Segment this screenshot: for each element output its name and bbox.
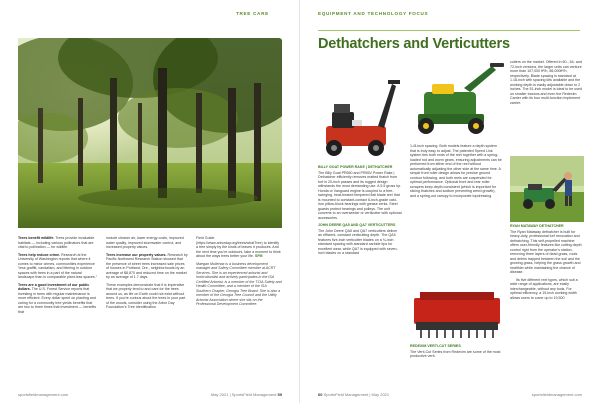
billy-goat-heading: BILLY GOAT POWER RAKE | DETHATCHER xyxy=(318,165,393,169)
field-guide-text: Field Guide (https://www.arborday.org/trees/whatTree) to identify a tree simply by the kinds of leaves it produces. And the next time you’re outdoors, take a moment to think about the ways trees better your life. xyxy=(196,236,281,258)
left-running-head: TREE CARE xyxy=(236,11,269,16)
right-running-head: EQUIPMENT AND TECHNOLOGY FOCUS xyxy=(318,11,429,16)
wildlife-heading: Trees benefit wildlife. xyxy=(18,236,55,240)
right-footer-folio: 60 SportsField Management | May 2021 xyxy=(318,392,390,397)
left-footer-magazine: SportsField Management xyxy=(231,392,277,397)
property-heading: Trees increase our property values. xyxy=(106,252,167,257)
article-title: Dethatchers and Verticutters xyxy=(318,36,510,52)
right-column-3-bottom xyxy=(510,224,584,386)
john-deere-graphic xyxy=(404,60,508,140)
left-page-number: 59 xyxy=(277,392,282,397)
redexim-text: The Verti-Cut Series from Redexim are some of the most productive verti- xyxy=(410,349,501,358)
wildlife-text: Trees provide invaluable habitats — including various pollinators that are vital to pollination — for wildlife. xyxy=(18,236,95,249)
crime-heading: Trees help reduce crime. xyxy=(18,252,61,257)
john-deere-photo xyxy=(404,60,508,140)
right-footer-magazine: SportsField Management xyxy=(323,392,369,397)
ryan-photo xyxy=(510,156,584,222)
crime-text: Research at the University of Washington reports that where it comes to minor crimes, communities experience “less graffiti, vandalism, and littering in outdoor spaces with trees in a part of the natural landscape than in comparable plant-less spaces.” xyxy=(18,252,97,279)
john-deere-heading: JOHN DEERE QA5 AND QA7 VERTICUTTERS xyxy=(318,223,396,227)
examples-text: These examples demonstrate that it is imperative that we properly tend to and care for the trees around us, as life on Earth could not exist without trees. If you’re curious about the trees in your part of the woods, consider using the Arbor Day Foundation’s Tree Identification xyxy=(106,282,186,309)
right-column-1 xyxy=(318,162,402,384)
left-column-1 xyxy=(18,236,98,386)
john-deere-text: The John Deere QA5 and QA7 verticutters deliver an efficient, constant verticutting depth. The QA5 features five-inch verticutter blades on a ¾-inch standard spacing with standard carbide tips for excellent wear, while QA7 is equipped with seven-inch blades on a standard xyxy=(318,228,398,255)
ryan-heading: RYAN MATAWAY DETHATCHER xyxy=(510,224,564,228)
billy-goat-graphic xyxy=(318,74,402,162)
right-column-2 xyxy=(410,144,502,284)
right-footer-issue: May 2021 xyxy=(371,392,390,397)
billy-goat-photo xyxy=(318,74,402,162)
ryan-text: The Ryan Mataway dethatcher is built for heavy-duty, professional turf renovation and dethatching. This self-propelled machine offers user-friendly features like cutting depth control right from the operator’s station, removing three layers of dead grass, roots and debris trapped between the soil and the growing grass, helping the grass growth and healthier while maintaining the chance of disease. xyxy=(510,229,582,274)
left-column-2 xyxy=(106,236,188,386)
left-footer-folio: May 2021 | SportsField Management 59 xyxy=(210,392,282,397)
redexim-heading: REDEXIM VERTI-CUT SERIES xyxy=(410,344,461,348)
left-column-3 xyxy=(196,236,282,386)
redexim-block xyxy=(410,344,502,388)
ryan-graphic xyxy=(510,156,584,222)
right-page-number: 60 xyxy=(318,392,323,397)
right-column-3-top xyxy=(510,60,584,152)
property-text: Research by Pacific Northwest Research Station showed that the presence of street trees increased sale prices of houses in Portland, Ore., neighborhoods by an average of $8,870 and reduced time on the market by an average of 1.7 days. xyxy=(106,252,188,279)
redexim-text-cont: cutters on the market. Offered in 60-, 64- and 72-inch versions, the larger units can venture more than 107,000 ft²/h, 86,000ft²/h, respectively. Blade spacing is standard at 1.18-inch with spacing kits available and the working depth is easily adjustable down to 2 inches. The 51-inch model is ideal to be used on smaller tractors and even the Redexim Carrier with its four multi-function implement carrier. xyxy=(510,60,583,105)
billy-goat-text: The Billy Goat PR550 and PR55V Power Rake | Dethatcher efficiently removes matted thatch from turf in 20-inch passes and its rugged design withstands the most demanding use. A 5.5 gross hp. Honda or Vanguard engine is coupled to a free-swinging, heat-treated tempered flail blade reel that is mounted to constant-contact 6-inch-grade cast-iron pillow-block bearings with grease zerks. Steel guards protect bearings and pulleys. The unit converts to an overseeder or verticutter with optional accessories. xyxy=(318,170,402,220)
forest-photo xyxy=(18,38,282,228)
forest-photo-graphic xyxy=(18,38,282,228)
right-page xyxy=(300,0,600,403)
redexim-photo xyxy=(410,288,504,342)
benefits-text: include cleaner air, lower energy costs, improved water quality, improved stormwater control, and increased property values. xyxy=(106,236,184,249)
left-footer-issue: May 2021 xyxy=(210,392,229,397)
title-rule xyxy=(318,30,580,31)
end-mark: SFM xyxy=(254,254,263,258)
investment-text: The U.S. Forest Service reports that investing in trees with regular maintenance is more efficient. Every dollar spent on planting and caring for a community tree yields benefits that are two to three times that investment — benefits that xyxy=(18,287,97,314)
right-footer-site[interactable]: sportsfieldmanagement.com xyxy=(531,392,582,397)
john-deere-text-cont: 1-/8-inch spacing. Both models feature a depth system that is truly easy to adjust. The patented Speed Link system ties both ends of the reel together with a spring-loaded rod and worm gears, ensuring adjustments can be performed from either end of the reel without automatically adjusting the other side at the same time. A simple front roller design allows for precise ground contour following, and both reels are suspended for optimal performance. Optional front and rear roller scrapers keep depth consistent (which is important for slicing thatches and sodium preventing weed growth), and a spring-out canopy to incorporate topdressing. xyxy=(410,144,502,198)
author-bio: Maegan Mullenax is a business development manager and Safety Committee member at ACRT Services. She is an experienced arborist and horticulturalist and actively participates in the ISA Certified Arborist, is a member of the TCIA Safety and Health Committee, and a member of the ISA Southern Chapter, Georgia Tree Board. She is also a member of the Georgia Tree Council and the Utility Arborist Association where she sits on the Professional Development Committee. xyxy=(196,261,282,306)
ryan-reel-text: Its five different reel types, which suit a wide range of applications, are easily interchangeable, without any tools. For optimal efficiency, a 19-inch working width allows users to cover up to 19,500 xyxy=(510,277,578,300)
left-footer-site[interactable]: sportsfieldmanagement.com xyxy=(18,392,69,397)
redexim-graphic xyxy=(410,288,504,342)
investment-heading: Trees are a good investment of our public dollars. xyxy=(18,282,90,291)
